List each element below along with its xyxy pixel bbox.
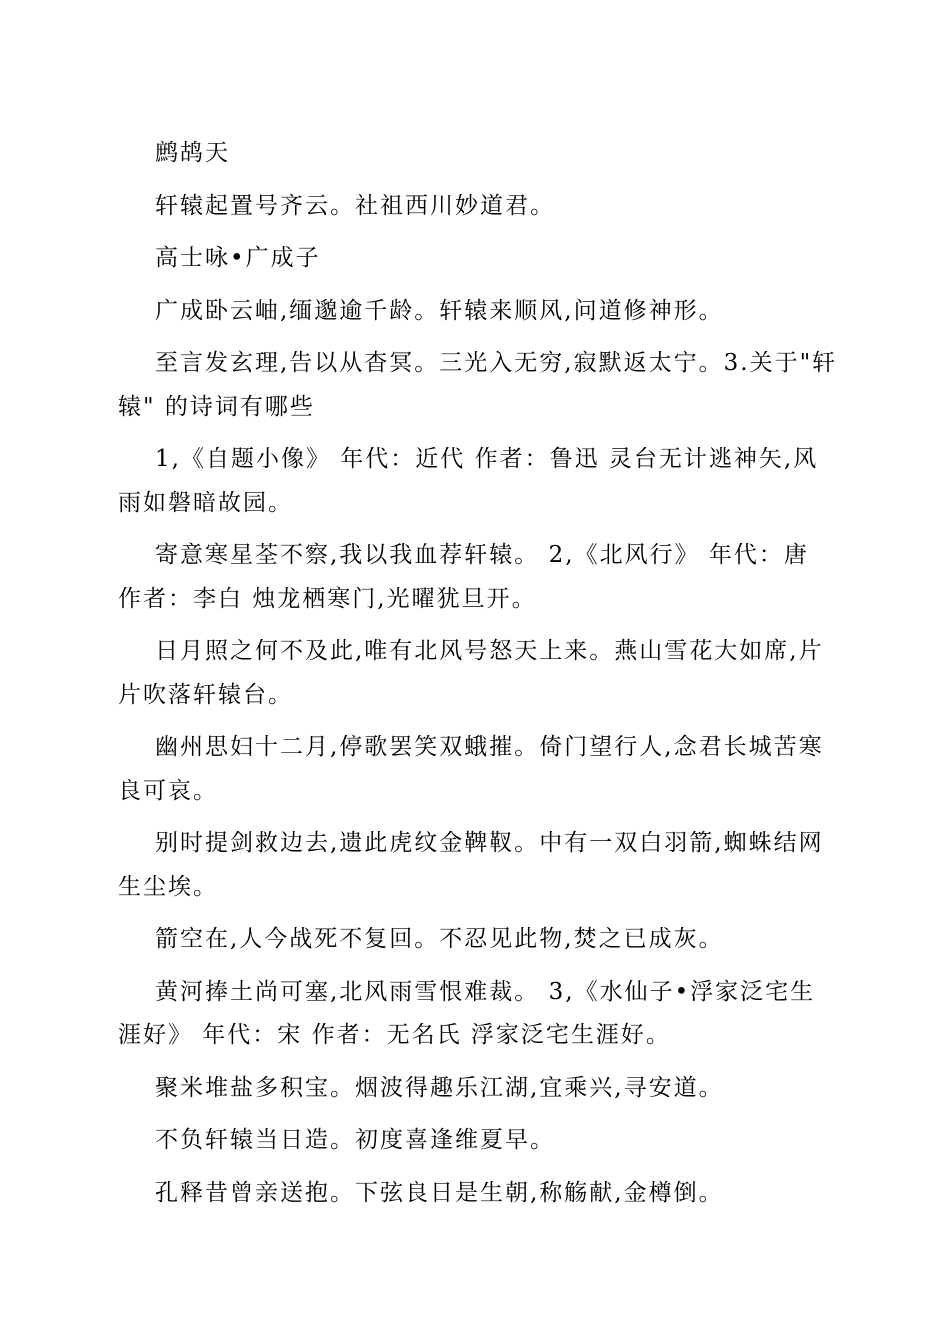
- paragraph-2: 轩辕起置号齐云。社祖西川妙道君。: [155, 192, 555, 219]
- paragraph-4: 广成卧云岫,缅邈逾千龄。轩辕来顺风,问道修神形。: [155, 297, 724, 324]
- paragraph-5: 至言发玄理,告以从杳冥。三光入无穷,寂默返太宁。3.关于"轩辕" 的诗词有哪些: [118, 350, 838, 420]
- paragraph-12: 黄河捧土尚可塞,北风雨雪恨难裁。 3,《水仙子•浮家泛宅生涯好》 年代：宋 作者：无名氏 浮家泛宅生涯好。: [118, 978, 816, 1048]
- paragraph-10: 别时提剑救边去,遗此虎纹金鞞靫。中有一双白羽箭,蜘蛛结网生尘埃。: [118, 830, 824, 900]
- paragraph-14: 不负轩辕当日造。初度喜逢维夏早。: [155, 1127, 555, 1153]
- paragraph-9: 幽州思妇十二月,停歌罢笑双蛾摧。倚门望行人,念君长城苦寒良可哀。: [118, 734, 824, 804]
- paragraph-7: 寄意寒星荃不察,我以我血荐轩辕。 2,《北风行》 年代：唐 作者：李白 烛龙栖寒门,光曜犹旦开。: [118, 542, 809, 612]
- paragraph-11: 箭空在,人今战死不复回。不忍见此物,焚之已成灰。: [155, 926, 724, 952]
- paragraph-8: 日月照之何不及此,唯有北风号怒天上来。燕山雪花大如席,片片吹落轩辕台。: [118, 638, 824, 708]
- paragraph-6: 1,《自题小像》 年代：近代 作者：鲁迅 灵台无计逃神矢,风雨如磐暗故园。: [118, 446, 819, 516]
- paragraph-15: 孔释昔曾亲送抱。下弦良日是生朝,称觞献,金樽倒。: [155, 1179, 724, 1206]
- paragraph-3: 高士咏•广成子: [155, 245, 321, 271]
- paragraph-13: 聚米堆盐多积宝。烟波得趣乐江湖,宜乘兴,寻安道。: [155, 1074, 724, 1101]
- paragraph-1: 鹧鸪天: [155, 140, 230, 166]
